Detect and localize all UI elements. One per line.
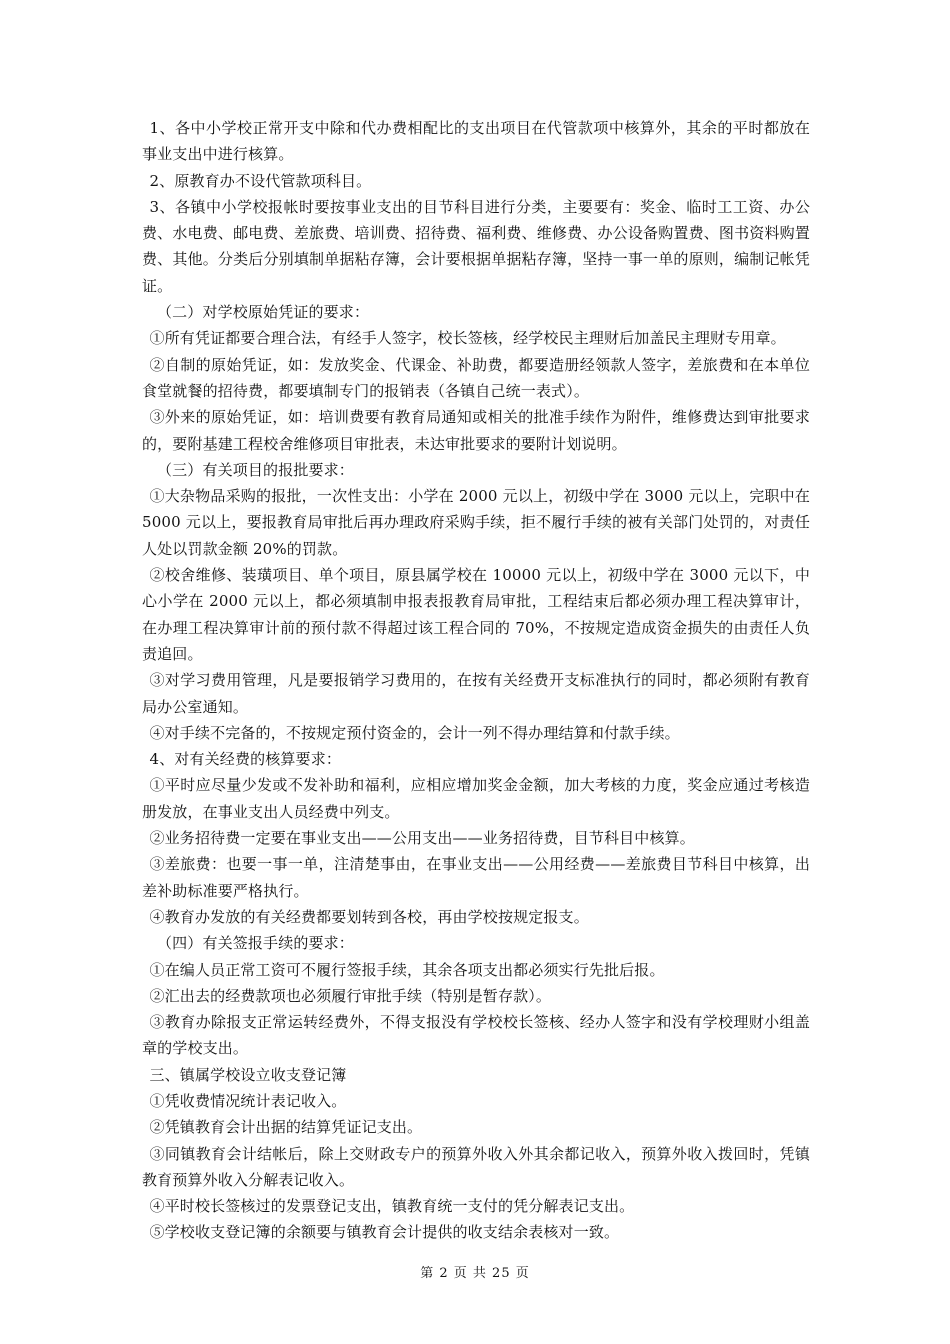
paragraph: 三、镇属学校设立收支登记簿 bbox=[149, 1065, 347, 1084]
paragraph: ②自制的原始凭证，如：发放奖金、代课金、补助费，都要造册经领款人签字，差旅费和在本单位食堂就餐的招待费，都要填制专门的报销表（各镇自己统一表式）。 bbox=[142, 355, 810, 400]
paragraph: ③教育办除报支正常运转经费外，不得支报没有学校校长签核、经办人签字和没有学校理财小组盖章的学校支出。 bbox=[142, 1013, 810, 1058]
paragraph: ④对手续不完备的，不按规定预付资金的，会计一列不得办理结算和付款手续。 bbox=[149, 723, 680, 742]
paragraph: ②校舍维修、装璜项目、单个项目，原县属学校在 10000 元以上，初级中学在 3000 元以下，中心小学在 2000 元以上，都必须填制申报表报教育局审批，工程结束后都必须办理工程决算审计，在办理工程决算审计前的预付款不得超过该工程合同的 70%，不按规定造成资金损失的由责任人负责追回。 bbox=[142, 566, 810, 663]
paragraph: ①平时应尽量少发或不发补助和福利，应相应增加奖金金额，加大考核的力度，奖金应通过考核造册发放，在事业支出人员经费中列支。 bbox=[142, 776, 810, 821]
paragraph: ②业务招待费一定要在事业支出——公用支出——业务招待费，目节科目中核算。 bbox=[149, 829, 695, 848]
paragraph: ⑤学校收支登记簿的余额要与镇教育会计提供的收支结余表核对一致。 bbox=[149, 1223, 620, 1242]
paragraph: ①在编人员正常工资可不履行签报手续，其余各项支出都必须实行先批后报。 bbox=[149, 960, 665, 979]
document-body bbox=[142, 115, 810, 1246]
paragraph: ③外来的原始凭证，如：培训费要有教育局通知或相关的批准手续作为附件，维修费达到审批要求的，要附基建工程校舍维修项目审批表，未达审批要求的要附计划说明。 bbox=[142, 408, 810, 453]
paragraph: 2、原教育办不设代管款项科目。 bbox=[149, 171, 372, 190]
paragraph: ①所有凭证都要合理合法，有经手人签字，校长签核，经学校民主理财后加盖民主理财专用章。 bbox=[149, 329, 786, 348]
paragraph: 4、对有关经费的核算要求： bbox=[149, 750, 341, 769]
paragraph: ①大杂物品采购的报批，一次性支出：小学在 2000 元以上，初级中学在 3000 元以上，完职中在 5000 元以上，要报教育局审批后再办理政府采购手续，拒不履行手续的被有关部门处罚的，对责任人处以罚款金额 20%的罚款。 bbox=[142, 487, 810, 558]
paragraph: ③差旅费：也要一事一单，注清楚事由，在事业支出——公用经费——差旅费目节科目中核算，出差补助标准要严格执行。 bbox=[142, 855, 810, 900]
paragraph: ②凭镇教育会计出据的结算凭证记支出。 bbox=[149, 1118, 423, 1137]
paragraph: 1、各中小学校正常开支中除和代办费相配比的支出项目在代管款项中核算外，其余的平时都放在事业支出中进行核算。 bbox=[142, 119, 810, 164]
paragraph: ④平时校长签核过的发票登记支出，镇教育统一支付的凭分解表记支出。 bbox=[149, 1197, 635, 1216]
section-heading: （四）有关签报手续的要求： bbox=[157, 934, 354, 953]
section-heading: （三）有关项目的报批要求： bbox=[157, 460, 354, 479]
paragraph: ③对学习费用管理，凡是要报销学习费用的，在按有关经费开支标准执行的同时，都必须附有教育局办公室通知。 bbox=[142, 671, 810, 716]
paragraph: ①凭收费情况统计表记收入。 bbox=[149, 1091, 347, 1110]
paragraph: ②汇出去的经费款项也必须履行审批手续（特别是暂存款）。 bbox=[149, 986, 552, 1005]
page-footer: 第 2 页 共 25 页 bbox=[420, 1266, 530, 1281]
paragraph: ④教育办发放的有关经费都要划转到各校，再由学校按规定报支。 bbox=[149, 907, 589, 926]
paragraph: 3、各镇中小学校报帐时要按事业支出的目节科目进行分类，主要要有：奖金、临时工工资、办公费、水电费、邮电费、差旅费、培训费、招待费、福利费、维修费、办公设备购置费、图书资料购置费、其他。分类后分别填制单据粘存簿，会计要根据单据粘存簿，坚持一事一单的原则，编制记帐凭证。 bbox=[142, 197, 810, 295]
paragraph: ③同镇教育会计结帐后，除上交财政专户的预算外收入外其余都记收入，预算外收入拨回时，凭镇教育预算外收入分解表记收入。 bbox=[142, 1144, 810, 1189]
section-heading: （二）对学校原始凭证的要求： bbox=[157, 303, 370, 322]
